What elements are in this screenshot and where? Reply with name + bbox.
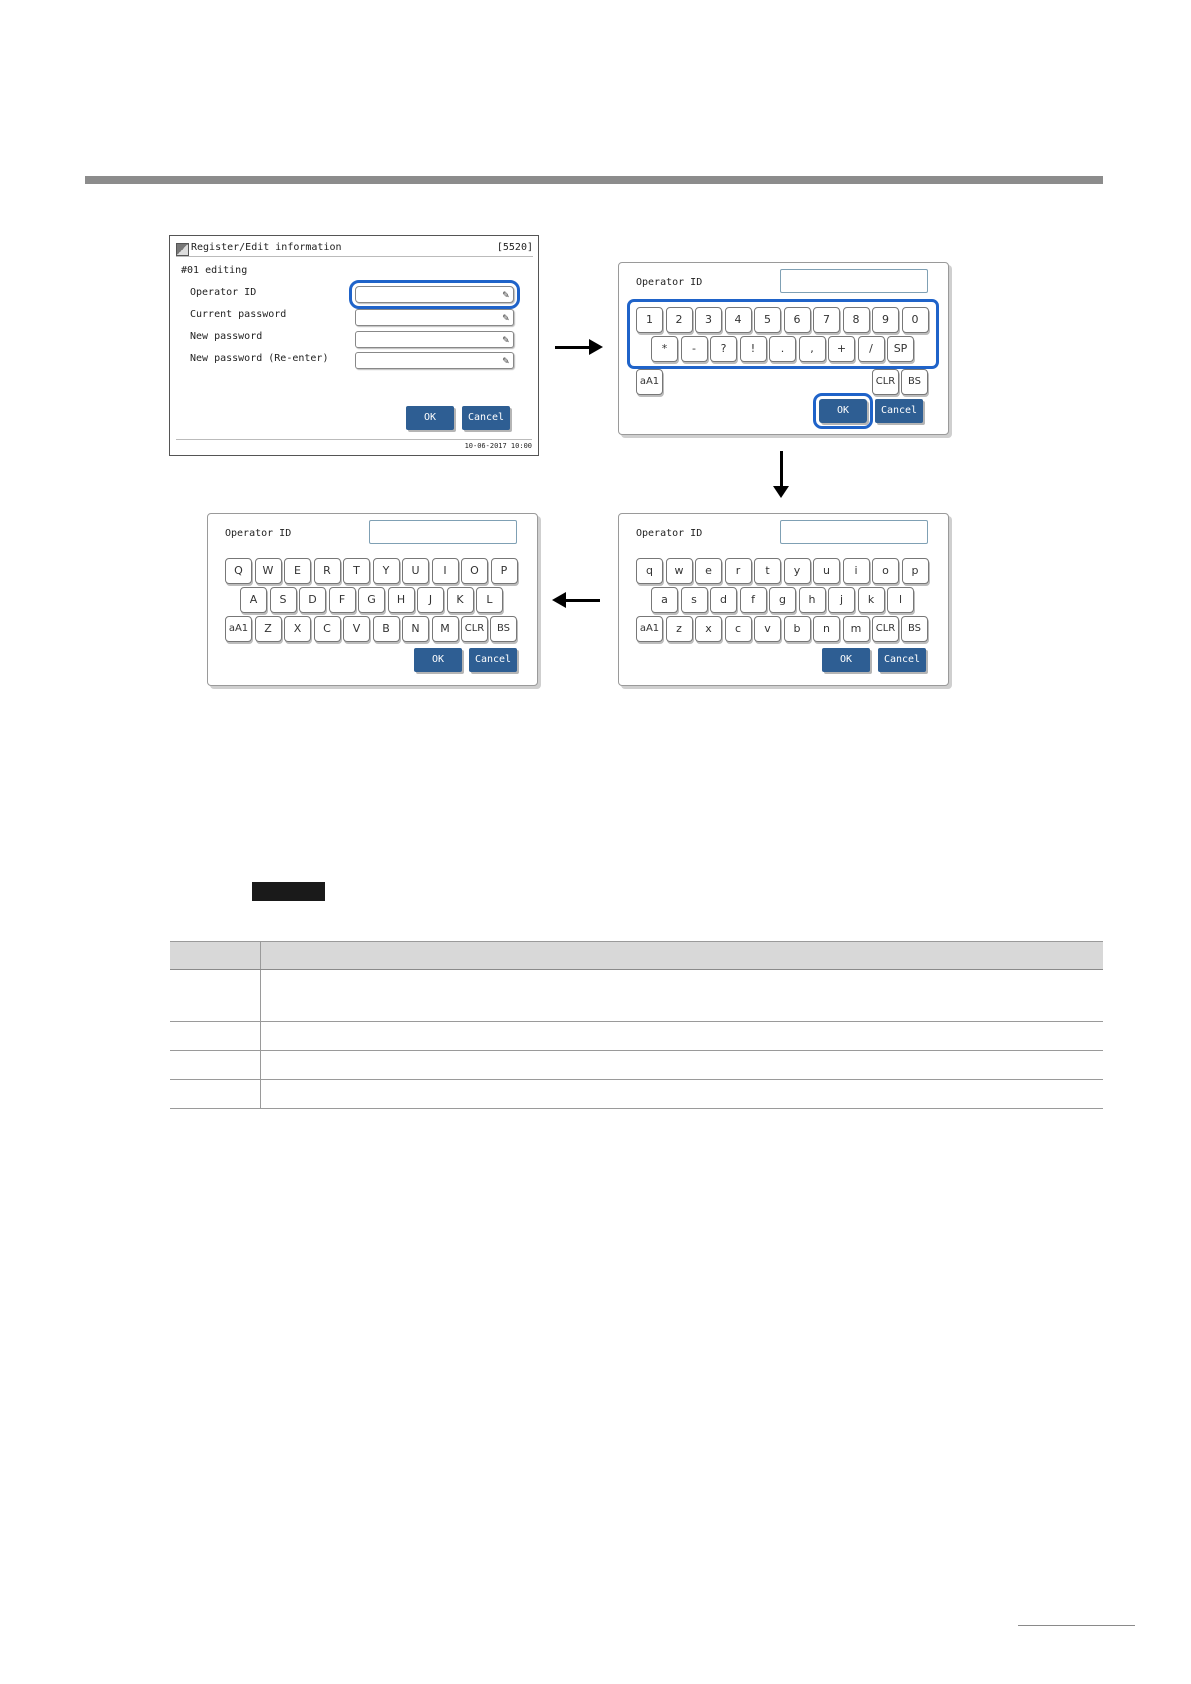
current-password-label: Current password bbox=[190, 309, 287, 320]
section-tag bbox=[252, 882, 325, 901]
key[interactable]: A bbox=[240, 587, 267, 613]
key[interactable]: C bbox=[314, 616, 341, 642]
key[interactable]: 4 bbox=[725, 307, 752, 333]
key[interactable]: SP bbox=[887, 336, 914, 362]
key[interactable]: n bbox=[813, 616, 840, 642]
key[interactable]: ? bbox=[710, 336, 737, 362]
new-password-field[interactable] bbox=[355, 331, 514, 348]
current-password-field[interactable] bbox=[355, 309, 514, 326]
arrow-left bbox=[565, 599, 600, 602]
key[interactable]: v bbox=[754, 616, 781, 642]
new-password-reenter-field[interactable] bbox=[355, 352, 514, 369]
table-header-row bbox=[170, 942, 1103, 970]
key-bs[interactable]: BS bbox=[490, 616, 517, 642]
ok-button[interactable]: OK bbox=[822, 648, 870, 672]
uppercase-keyboard-screen bbox=[207, 513, 538, 686]
key-mode[interactable]: aA1 bbox=[636, 616, 663, 642]
key[interactable]: N bbox=[402, 616, 429, 642]
key[interactable]: w bbox=[666, 558, 693, 584]
operator-id-label: Operator ID bbox=[190, 287, 257, 298]
operator-id-label: Operator ID bbox=[636, 277, 703, 288]
key[interactable]: i bbox=[843, 558, 870, 584]
footer-divider bbox=[176, 439, 532, 440]
window-icon bbox=[176, 243, 189, 256]
key[interactable]: O bbox=[461, 558, 488, 584]
key[interactable]: y bbox=[784, 558, 811, 584]
key[interactable]: u bbox=[813, 558, 840, 584]
key[interactable]: V bbox=[343, 616, 370, 642]
key[interactable]: Q bbox=[225, 558, 252, 584]
title-bar bbox=[176, 242, 533, 257]
key[interactable]: 6 bbox=[784, 307, 811, 333]
arrow-down bbox=[780, 451, 783, 491]
cancel-button[interactable]: Cancel bbox=[462, 406, 510, 430]
key-clr[interactable]: CLR bbox=[872, 369, 899, 395]
key[interactable]: + bbox=[828, 336, 855, 362]
key[interactable]: 7 bbox=[813, 307, 840, 333]
key[interactable]: p bbox=[902, 558, 929, 584]
register-edit-screen bbox=[169, 235, 539, 456]
table-row bbox=[170, 1051, 1103, 1080]
key[interactable]: S bbox=[270, 587, 297, 613]
key[interactable]: m bbox=[843, 616, 870, 642]
cancel-button[interactable]: Cancel bbox=[469, 648, 517, 672]
operator-id-input[interactable] bbox=[369, 520, 517, 544]
key[interactable]: h bbox=[799, 587, 826, 613]
key[interactable]: Y bbox=[373, 558, 400, 584]
key[interactable]: B bbox=[373, 616, 400, 642]
key[interactable]: k bbox=[858, 587, 885, 613]
bottom-rule bbox=[1018, 1625, 1135, 1626]
key[interactable]: * bbox=[651, 336, 678, 362]
key-mode[interactable]: aA1 bbox=[225, 616, 252, 642]
pencil-icon: ✎ bbox=[502, 288, 509, 301]
screen-title: Register/Edit information bbox=[191, 242, 342, 253]
key[interactable]: c bbox=[725, 616, 752, 642]
key[interactable]: P bbox=[491, 558, 518, 584]
editing-label: #01 editing bbox=[181, 265, 248, 276]
key[interactable]: K bbox=[447, 587, 474, 613]
key[interactable]: . bbox=[769, 336, 796, 362]
key[interactable]: b bbox=[784, 616, 811, 642]
key[interactable]: T bbox=[343, 558, 370, 584]
key-clr[interactable]: CLR bbox=[872, 616, 899, 642]
operator-id-input[interactable] bbox=[780, 269, 928, 293]
key[interactable]: d bbox=[710, 587, 737, 613]
description-table bbox=[170, 941, 1103, 1109]
key[interactable]: 1 bbox=[636, 307, 663, 333]
key[interactable]: / bbox=[858, 336, 885, 362]
cancel-button[interactable]: Cancel bbox=[875, 399, 923, 423]
key[interactable]: R bbox=[314, 558, 341, 584]
key[interactable]: U bbox=[402, 558, 429, 584]
screen-code: [5520] bbox=[496, 242, 533, 253]
numeric-keyboard-screen bbox=[618, 262, 949, 435]
new-password-label: New password bbox=[190, 331, 263, 342]
key[interactable]: s bbox=[681, 587, 708, 613]
operator-id-input[interactable] bbox=[780, 520, 928, 544]
key[interactable]: 3 bbox=[695, 307, 722, 333]
key[interactable]: g bbox=[769, 587, 796, 613]
key[interactable]: q bbox=[636, 558, 663, 584]
key[interactable]: e bbox=[695, 558, 722, 584]
key[interactable]: H bbox=[388, 587, 415, 613]
key[interactable]: W bbox=[255, 558, 282, 584]
key[interactable]: f bbox=[740, 587, 767, 613]
operator-id-label: Operator ID bbox=[636, 528, 703, 539]
ok-button[interactable]: OK bbox=[406, 406, 454, 430]
key[interactable]: E bbox=[284, 558, 311, 584]
arrow-down-head bbox=[773, 486, 789, 498]
pencil-icon: ✎ bbox=[502, 333, 509, 346]
key[interactable]: x bbox=[695, 616, 722, 642]
key-mode[interactable]: aA1 bbox=[636, 369, 663, 395]
key[interactable]: r bbox=[725, 558, 752, 584]
key[interactable]: F bbox=[329, 587, 356, 613]
key[interactable]: J bbox=[417, 587, 444, 613]
key[interactable]: 0 bbox=[902, 307, 929, 333]
operator-id-label: Operator ID bbox=[225, 528, 292, 539]
key-bs[interactable]: BS bbox=[901, 616, 928, 642]
ok-button[interactable]: OK bbox=[414, 648, 462, 672]
key[interactable]: a bbox=[651, 587, 678, 613]
cancel-button[interactable]: Cancel bbox=[878, 648, 926, 672]
key[interactable]: 9 bbox=[872, 307, 899, 333]
key[interactable]: 8 bbox=[843, 307, 870, 333]
table-row bbox=[170, 1022, 1103, 1051]
key[interactable]: Z bbox=[255, 616, 282, 642]
key[interactable]: D bbox=[299, 587, 326, 613]
key[interactable]: ! bbox=[740, 336, 767, 362]
new-password-reenter-label: New password (Re-enter) bbox=[190, 353, 329, 364]
pencil-icon: ✎ bbox=[502, 354, 509, 367]
pencil-icon: ✎ bbox=[502, 311, 509, 324]
key[interactable]: 5 bbox=[754, 307, 781, 333]
arrow-right-head bbox=[589, 339, 603, 355]
key[interactable]: t bbox=[754, 558, 781, 584]
key[interactable]: L bbox=[476, 587, 503, 613]
ok-button[interactable]: OK bbox=[819, 399, 867, 423]
key[interactable]: o bbox=[872, 558, 899, 584]
datetime: 10-06-2017 10:00 bbox=[464, 442, 532, 450]
key[interactable]: l bbox=[887, 587, 914, 613]
table-row bbox=[170, 970, 1103, 1022]
key[interactable]: X bbox=[284, 616, 311, 642]
key[interactable]: z bbox=[666, 616, 693, 642]
key-bs[interactable]: BS bbox=[901, 369, 928, 395]
table-row bbox=[170, 1080, 1103, 1109]
key[interactable]: M bbox=[432, 616, 459, 642]
key[interactable]: - bbox=[681, 336, 708, 362]
key[interactable]: , bbox=[799, 336, 826, 362]
key[interactable]: j bbox=[828, 587, 855, 613]
key[interactable]: 2 bbox=[666, 307, 693, 333]
lowercase-keyboard-screen bbox=[618, 513, 949, 686]
key[interactable]: G bbox=[358, 587, 385, 613]
arrow-left-head bbox=[552, 592, 566, 608]
key[interactable]: I bbox=[432, 558, 459, 584]
operator-id-field[interactable] bbox=[355, 286, 514, 303]
top-rule bbox=[85, 176, 1103, 184]
key-clr[interactable]: CLR bbox=[461, 616, 488, 642]
